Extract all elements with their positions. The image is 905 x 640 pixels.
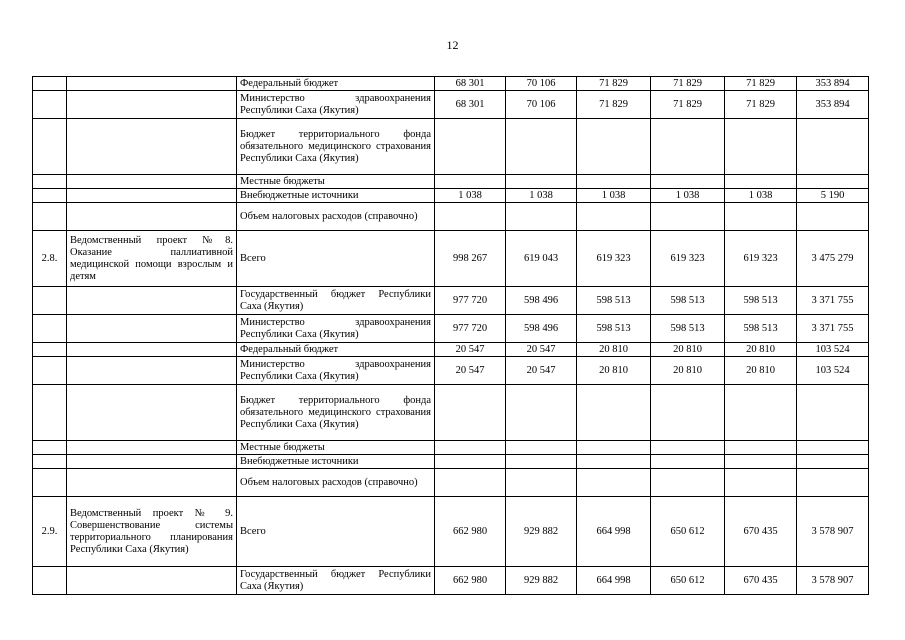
- value-cell: 3 371 755: [797, 287, 869, 315]
- project-name: [67, 567, 237, 595]
- budget-table: [32, 76, 869, 595]
- value-cell: [725, 119, 797, 175]
- value-cell: 68 301: [435, 77, 506, 91]
- value-cell: [435, 119, 506, 175]
- value-cell: 670 435: [725, 567, 797, 595]
- value-cell: 5 190: [797, 189, 869, 203]
- row-index: [33, 189, 67, 203]
- value-cell: 662 980: [435, 497, 506, 567]
- value-cell: [506, 385, 577, 441]
- funding-source: Федеральный бюджет: [237, 343, 435, 357]
- funding-source: Министерство здравоохранения Республики Саха (Якутия): [237, 91, 435, 119]
- value-cell: 71 829: [577, 77, 651, 91]
- value-cell: [725, 455, 797, 469]
- value-cell: [797, 175, 869, 189]
- row-index: [33, 119, 67, 175]
- value-cell: [651, 119, 725, 175]
- value-cell: [435, 385, 506, 441]
- project-name: [67, 77, 237, 91]
- value-cell: [797, 385, 869, 441]
- row-index: 2.8.: [33, 231, 67, 287]
- value-cell: [506, 203, 577, 231]
- table-row: [33, 77, 869, 91]
- value-cell: 664 998: [577, 497, 651, 567]
- funding-source: Внебюджетные источники: [237, 455, 435, 469]
- value-cell: [435, 469, 506, 497]
- value-cell: 3 371 755: [797, 315, 869, 343]
- table-row: [33, 343, 869, 357]
- value-cell: [577, 385, 651, 441]
- value-cell: 20 810: [577, 343, 651, 357]
- value-cell: 68 301: [435, 91, 506, 119]
- value-cell: 650 612: [651, 497, 725, 567]
- value-cell: [651, 175, 725, 189]
- table-row: [33, 357, 869, 385]
- value-cell: 977 720: [435, 287, 506, 315]
- value-cell: 20 547: [506, 343, 577, 357]
- value-cell: 1 038: [725, 189, 797, 203]
- value-cell: 71 829: [577, 91, 651, 119]
- value-cell: [506, 441, 577, 455]
- value-cell: 598 513: [577, 315, 651, 343]
- value-cell: 3 578 907: [797, 567, 869, 595]
- value-cell: [797, 119, 869, 175]
- value-cell: 598 513: [725, 315, 797, 343]
- value-cell: 619 323: [651, 231, 725, 287]
- value-cell: 20 547: [506, 357, 577, 385]
- value-cell: 3 578 907: [797, 497, 869, 567]
- value-cell: 929 882: [506, 567, 577, 595]
- table-row: [33, 441, 869, 455]
- project-name: [67, 315, 237, 343]
- value-cell: [506, 119, 577, 175]
- value-cell: [651, 385, 725, 441]
- project-name: [67, 203, 237, 231]
- value-cell: 598 496: [506, 287, 577, 315]
- value-cell: 1 038: [577, 189, 651, 203]
- funding-source: Объем налоговых расходов (справочно): [237, 203, 435, 231]
- table-row: [33, 119, 869, 175]
- funding-source: Министерство здравоохранения Республики Саха (Якутия): [237, 357, 435, 385]
- value-cell: [577, 119, 651, 175]
- value-cell: 353 894: [797, 77, 869, 91]
- page-number: 12: [446, 38, 459, 52]
- row-index: [33, 441, 67, 455]
- funding-source: Местные бюджеты: [237, 441, 435, 455]
- value-cell: [651, 455, 725, 469]
- value-cell: 598 513: [577, 287, 651, 315]
- value-cell: [797, 203, 869, 231]
- table-row: [33, 91, 869, 119]
- value-cell: 598 513: [651, 315, 725, 343]
- value-cell: 1 038: [651, 189, 725, 203]
- project-name: [67, 189, 237, 203]
- project-name: [67, 175, 237, 189]
- value-cell: 20 810: [651, 357, 725, 385]
- value-cell: [725, 175, 797, 189]
- value-cell: 650 612: [651, 567, 725, 595]
- table-row: [33, 385, 869, 441]
- value-cell: [651, 441, 725, 455]
- value-cell: 20 810: [577, 357, 651, 385]
- row-index: [33, 315, 67, 343]
- value-cell: 619 043: [506, 231, 577, 287]
- project-name: Ведомственный проект № 9. Совершенствование системы территориального планирования Республики Саха (Якутия): [67, 497, 237, 567]
- value-cell: [435, 203, 506, 231]
- value-cell: 1 038: [435, 189, 506, 203]
- value-cell: [506, 469, 577, 497]
- value-cell: [506, 455, 577, 469]
- value-cell: 929 882: [506, 497, 577, 567]
- funding-source: Государственный бюджет Республики Саха (Якутия): [237, 287, 435, 315]
- value-cell: [577, 203, 651, 231]
- value-cell: [435, 441, 506, 455]
- table-row: [33, 287, 869, 315]
- value-cell: 20 810: [651, 343, 725, 357]
- value-cell: 1 038: [506, 189, 577, 203]
- row-index: [33, 203, 67, 231]
- value-cell: 71 829: [651, 77, 725, 91]
- value-cell: [725, 203, 797, 231]
- funding-source: Всего: [237, 497, 435, 567]
- value-cell: 598 513: [651, 287, 725, 315]
- value-cell: 20 810: [725, 357, 797, 385]
- value-cell: 619 323: [725, 231, 797, 287]
- table-row: [33, 231, 869, 287]
- table-row: [33, 469, 869, 497]
- row-index: [33, 469, 67, 497]
- row-index: [33, 567, 67, 595]
- value-cell: [797, 455, 869, 469]
- value-cell: [577, 469, 651, 497]
- value-cell: 998 267: [435, 231, 506, 287]
- funding-source: Государственный бюджет Республики Саха (Якутия): [237, 567, 435, 595]
- value-cell: 20 810: [725, 343, 797, 357]
- value-cell: 353 894: [797, 91, 869, 119]
- value-cell: 977 720: [435, 315, 506, 343]
- value-cell: [435, 455, 506, 469]
- value-cell: 3 475 279: [797, 231, 869, 287]
- project-name: [67, 119, 237, 175]
- row-index: [33, 455, 67, 469]
- project-name: [67, 469, 237, 497]
- value-cell: [651, 203, 725, 231]
- project-name: [67, 287, 237, 315]
- value-cell: [506, 175, 577, 189]
- value-cell: 20 547: [435, 357, 506, 385]
- table-row: [33, 567, 869, 595]
- value-cell: 670 435: [725, 497, 797, 567]
- value-cell: 71 829: [725, 77, 797, 91]
- row-index: [33, 175, 67, 189]
- value-cell: [577, 175, 651, 189]
- value-cell: [797, 441, 869, 455]
- value-cell: 598 496: [506, 315, 577, 343]
- value-cell: 103 524: [797, 343, 869, 357]
- project-name: [67, 357, 237, 385]
- table-row: [33, 455, 869, 469]
- row-index: [33, 77, 67, 91]
- funding-source: Всего: [237, 231, 435, 287]
- value-cell: [725, 385, 797, 441]
- value-cell: [577, 455, 651, 469]
- project-name: [67, 91, 237, 119]
- funding-source: Бюджет территориального фонда обязательного медицинского страхования Республики Саха (Якутия): [237, 385, 435, 441]
- value-cell: 70 106: [506, 91, 577, 119]
- value-cell: [651, 469, 725, 497]
- value-cell: 598 513: [725, 287, 797, 315]
- value-cell: [577, 441, 651, 455]
- project-name: Ведомственный проект №8. Оказание паллиативной медицинской помощи взрослым и детям: [67, 231, 237, 287]
- row-index: [33, 385, 67, 441]
- funding-source: Министерство здравоохранения Республики Саха (Якутия): [237, 315, 435, 343]
- project-name: [67, 441, 237, 455]
- value-cell: 103 524: [797, 357, 869, 385]
- value-cell: 662 980: [435, 567, 506, 595]
- table-row: [33, 497, 869, 567]
- value-cell: [725, 469, 797, 497]
- value-cell: 619 323: [577, 231, 651, 287]
- table-row: [33, 315, 869, 343]
- funding-source: Федеральный бюджет: [237, 77, 435, 91]
- row-index: [33, 91, 67, 119]
- funding-source: Местные бюджеты: [237, 175, 435, 189]
- funding-source: Объем налоговых расходов (справочно): [237, 469, 435, 497]
- funding-source: Внебюджетные источники: [237, 189, 435, 203]
- project-name: [67, 385, 237, 441]
- row-index: [33, 357, 67, 385]
- project-name: [67, 455, 237, 469]
- value-cell: 71 829: [651, 91, 725, 119]
- value-cell: [725, 441, 797, 455]
- value-cell: [797, 469, 869, 497]
- value-cell: 664 998: [577, 567, 651, 595]
- row-index: 2.9.: [33, 497, 67, 567]
- value-cell: 70 106: [506, 77, 577, 91]
- value-cell: 71 829: [725, 91, 797, 119]
- table-row: [33, 189, 869, 203]
- funding-source: Бюджет территориального фонда обязательного медицинского страхования Республики Саха (Якутия): [237, 119, 435, 175]
- table-row: [33, 175, 869, 189]
- row-index: [33, 287, 67, 315]
- row-index: [33, 343, 67, 357]
- table-row: [33, 203, 869, 231]
- value-cell: 20 547: [435, 343, 506, 357]
- value-cell: [435, 175, 506, 189]
- project-name: [67, 343, 237, 357]
